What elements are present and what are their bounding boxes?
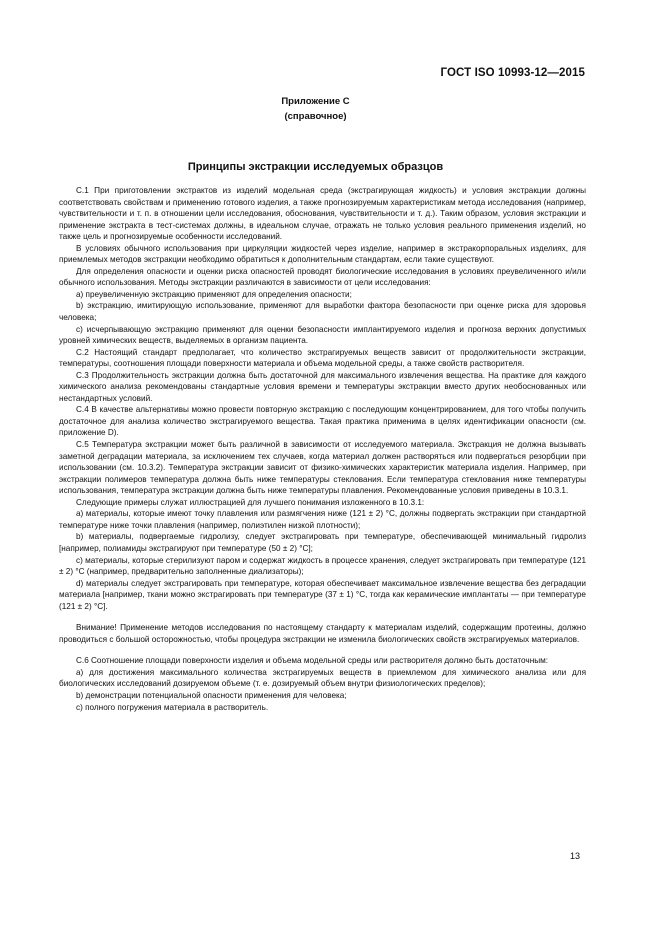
list-item: c) полного погружения материала в растворитель. xyxy=(76,702,269,712)
page-title: Принципы экстракции исследуемых образцов xyxy=(187,161,444,173)
list-item: d) материалы следует экстрагировать при температуре, которая обеспечивает максимальное извлечение вещества без деградации материала [например, ткани можно экстрагировать при температуре (37 ± 1) °С, тогда как керамические имплантаты — при температуре (121 ± 2) °С]. xyxy=(59,578,586,611)
list-item: c) исчерпывающую экстракцию применяют для оценки безопасности имплантируемого изделия и прогноза верхних допустимых уровней химических веществ, выделяемых в организм пациента. xyxy=(59,324,586,346)
list-item: a) для достижения максимального количества экстрагируемых веществ в приемлемом для химического анализа или для биологических исследований дозируемом объеме (т. е. дозируемый объем внутри физиологических пределов); xyxy=(59,667,586,689)
paragraph-c5: С.5 Температура экстракции может быть различной в зависимости от исследуемого материала. Экстракция не должна вызывать заметной деградации материала, за исключением тех случаев, когда материал должен растворяться или подвергаться резорбции при использовании (см. 10.3.2). Температура экстракции зависит от физико-химических характеристик материала изделия. Например, при экстракции полимеров температура должна быть ниже температуры стеклования. Если температура стеклования ниже температуры использования, температура экстракции должна быть ниже температуры плавления. Рекомендованные условия приведены в 10.3.1. xyxy=(59,440,586,496)
list-item: a) материалы, которые имеют точку плавления или размягчения ниже (121 ± 2) °С, должны подвергать экстракции при стандартной температуре ниже точки плавления (например, полиэтилен низкой плотности); xyxy=(59,509,586,530)
warning-paragraph: Внимание! Применение методов исследования по настоящему стандарту к материалам изделий, содержащим протеины, должно проводиться с большой осторожностью, чтобы процедура экстракции не изменила биологических свойств экстрагируемых материалов. xyxy=(59,623,586,644)
paragraph-c3: С.3 Продолжительность экстракции должна быть достаточной для максимального извлечения вещества. На практике для каждого химического анализа рекомендованы стандартные условия времени и температуры экстракции вместо других необоснованных или нестандартных условий. xyxy=(59,370,586,403)
page-number: 13 xyxy=(570,851,581,861)
document-body xyxy=(59,185,586,713)
annex-note: (справочное) xyxy=(284,111,347,122)
list-item: b) экстракцию, имитирующую использование, применяют для выработки фактора безопасности при оценке риска для здоровья человека; xyxy=(59,301,586,323)
paragraph: В условиях обычного использования при циркуляции жидкостей через изделие, например в экстракорпоральных изделиях, для приемлемых методов экстракции необходимо обратиться к дополнительным стандартам, если такие существуют. xyxy=(59,243,586,265)
annex-label: Приложение С xyxy=(281,96,350,107)
paragraph-c6: С.6 Соотношение площади поверхности изделия и объема модельной среды или растворителя должно быть достаточным: xyxy=(76,656,549,666)
paragraph-c4: С.4 В качестве альтернативы можно провести повторную экстракцию с последующим концентрированием, для того чтобы получить достаточное для анализа количество экстрагируемого вещества. Такая практика применима в целях идентификации опасности (см. приложение D). xyxy=(59,405,586,438)
list-item: a) преувеличенную экстракцию применяют для определения опасности; xyxy=(76,289,352,299)
paragraph: Следующие примеры служат иллюстрацией для лучшего понимания изложенного в 10.3.1: xyxy=(76,497,425,507)
list-item: b) демонстрации потенциальной опасности применения для человека; xyxy=(76,690,347,700)
list-item: b) материалы, подвергаемые гидролизу, следует экстрагировать при температуре, обеспечивающей минимальный гидролиз [например, полиамиды экстрагируют при температуре (50 ± 2) °С]; xyxy=(59,532,586,553)
standard-designation: ГОСТ ISO 10993-12—2015 xyxy=(440,67,585,79)
paragraph-c2: С.2 Настоящий стандарт предполагает, что количество экстрагируемых веществ зависит от продолжительности экстракции, температуры, соотношения площади поверхности материала и объема модельной среды, а также свойств растворителя. xyxy=(59,347,586,369)
list-item: c) материалы, которые стерилизуют паром и содержат жидкость в процессе хранения, следует экстрагировать при температуре (121 ± 2) °С (например, предварительно заполненные диализаторы); xyxy=(59,555,586,577)
paragraph-c1: С.1 При приготовлении экстрактов из изделий модельная среда (экстрагирующая жидкость) и условия экстракции должны соответствовать свойствам и применению готового изделия, а также прогнозируемым характеристикам метода исследования (например, чувствительности и т. п. в отношении цели исследования, обоснования, чувствительности и т. д.). Таким образом, условия экстракции и применение экстракта в тест-системах должны, в идеальном случае, отражать не только условия реального применения изделий, но также цель и прогнозируемые особенности исследований. xyxy=(59,186,586,242)
paragraph: Для определения опасности и оценки риска опасностей проводят биологические исследования в условиях преувеличенного и/или обычного использования. Методы экстракции различаются в зависимости от цели исследования: xyxy=(59,266,586,288)
annex-heading xyxy=(0,94,631,124)
